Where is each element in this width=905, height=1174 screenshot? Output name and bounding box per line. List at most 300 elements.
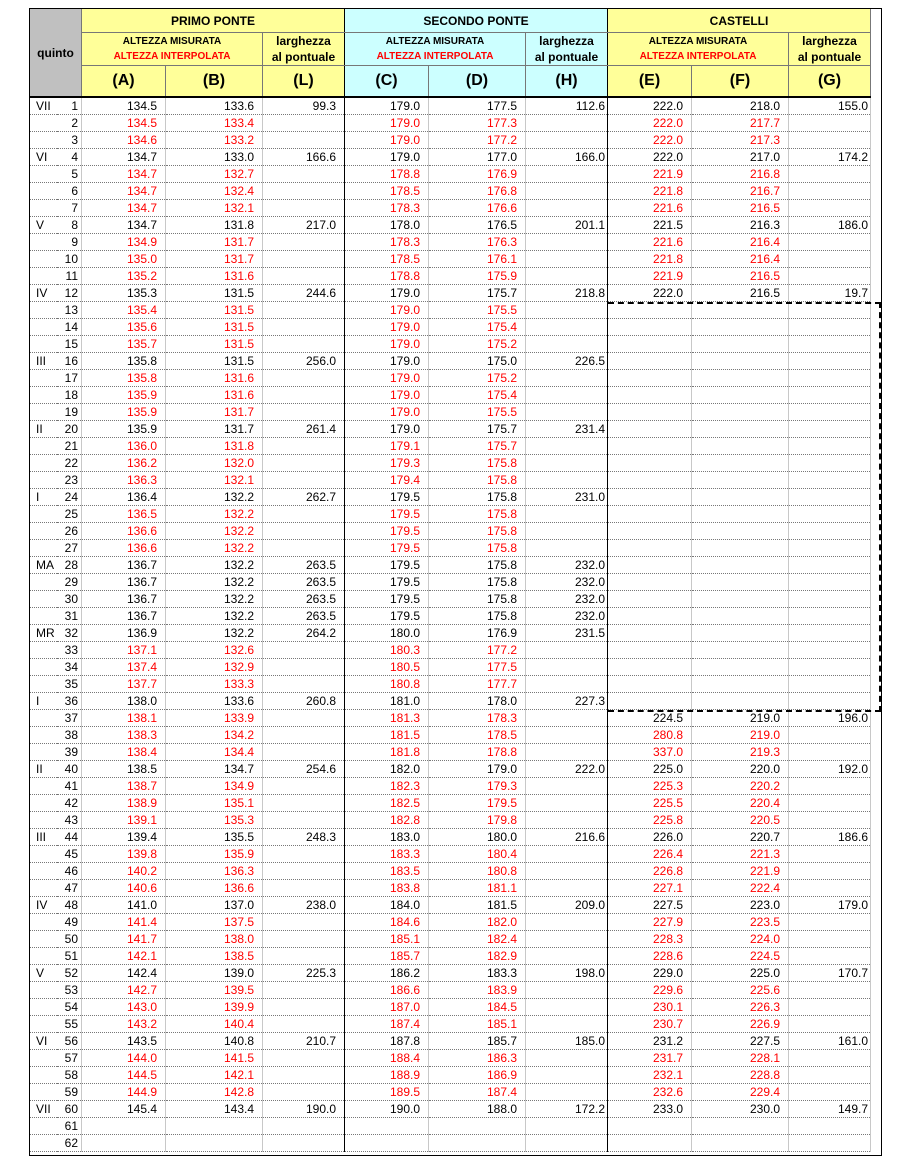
index-cell: 28 [57,557,82,574]
cell-f [692,574,789,591]
cell-f [692,421,789,438]
cell-f: 216.5 [692,268,789,285]
cell-a: 144.0 [82,1050,166,1067]
cell-b: 133.6 [166,97,263,115]
table-row [30,97,871,115]
cell-a: 138.3 [82,727,166,744]
cell-l: 225.3 [263,965,345,982]
cell-e: 232.1 [608,1067,692,1084]
cell-d: 177.5 [429,659,526,676]
index-cell: 60 [57,1101,82,1118]
cell-g [789,268,871,285]
cell-f [692,591,789,608]
cell-f: 216.8 [692,166,789,183]
cell-f: 216.4 [692,234,789,251]
cell-e: 222.0 [608,149,692,166]
cell-a: 134.7 [82,217,166,234]
cell-l: 166.6 [263,149,345,166]
quinto-cell [30,251,57,268]
cell-c [345,1135,429,1152]
cell-e: 230.1 [608,999,692,1016]
quinto-cell [30,166,57,183]
index-cell: 46 [57,863,82,880]
cell-g [789,387,871,404]
cell-l [263,1050,345,1067]
cell-d: 182.9 [429,948,526,965]
cell-e: 230.7 [608,1016,692,1033]
cell-b: 132.2 [166,625,263,642]
quinto-cell [30,319,57,336]
cell-c: 179.0 [345,421,429,438]
cell-l [263,251,345,268]
cell-b: 132.0 [166,455,263,472]
index-cell: 24 [57,489,82,506]
table-row [30,421,871,438]
cell-f [692,438,789,455]
quinto-cell: MA [30,557,57,574]
cell-g [789,183,871,200]
index-cell: 37 [57,710,82,727]
cell-g [789,863,871,880]
cell-f: 229.4 [692,1084,789,1101]
cell-a: 139.4 [82,829,166,846]
cell-d: 185.7 [429,1033,526,1050]
cell-c: 178.5 [345,251,429,268]
cell-b: 140.8 [166,1033,263,1050]
cell-c: 179.0 [345,132,429,149]
table-row [30,693,871,710]
pontuale-label: al pontuale [797,50,862,64]
cell-h: 218.8 [526,285,608,302]
cell-b: 142.8 [166,1084,263,1101]
cell-d: 182.0 [429,914,526,931]
cell-h: 172.2 [526,1101,608,1118]
cell-g [789,336,871,353]
cell-h [526,200,608,217]
cell-f [692,336,789,353]
cell-e: 231.7 [608,1050,692,1067]
quinto-cell [30,608,57,625]
group-header-primo-ponte: PRIMO PONTE [82,9,345,33]
cell-f: 219.0 [692,710,789,727]
quinto-cell [30,183,57,200]
cell-d: 175.2 [429,336,526,353]
column-header-g: (G) [789,66,871,98]
cell-d: 175.8 [429,557,526,574]
cell-e [608,336,692,353]
quinto-cell [30,812,57,829]
index-cell: 55 [57,1016,82,1033]
cell-c: 183.3 [345,846,429,863]
index-cell: 27 [57,540,82,557]
cell-d: 175.8 [429,591,526,608]
cell-e: 228.6 [608,948,692,965]
cell-d: 176.3 [429,234,526,251]
cell-h [526,132,608,149]
quinto-cell [30,115,57,132]
cell-d: 180.0 [429,829,526,846]
column-header-f: (F) [692,66,789,98]
index-cell: 6 [57,183,82,200]
cell-e [608,455,692,472]
cell-g [789,1135,871,1152]
cell-a: 144.9 [82,1084,166,1101]
quinto-cell [30,302,57,319]
cell-h [526,880,608,897]
cell-c: 179.0 [345,302,429,319]
cell-f: 216.5 [692,200,789,217]
cell-g [789,778,871,795]
quinto-cell [30,948,57,965]
cell-h [526,931,608,948]
index-cell: 1 [57,97,82,115]
cell-g [789,795,871,812]
cell-f: 224.5 [692,948,789,965]
cell-b: 131.5 [166,319,263,336]
cell-h: 231.0 [526,489,608,506]
cell-c: 190.0 [345,1101,429,1118]
cell-c: 178.8 [345,166,429,183]
cell-d: 177.5 [429,97,526,115]
cell-g: 170.7 [789,965,871,982]
cell-h [526,1135,608,1152]
cell-f: 220.4 [692,795,789,812]
quinto-cell [30,268,57,285]
cell-f: 223.5 [692,914,789,931]
cell-l [263,183,345,200]
cell-d: 179.8 [429,812,526,829]
cell-h [526,183,608,200]
index-cell: 45 [57,846,82,863]
cell-d: 177.3 [429,115,526,132]
cell-l: 264.2 [263,625,345,642]
cell-h [526,370,608,387]
table-row [30,268,871,285]
cell-g [789,608,871,625]
cell-c [345,1118,429,1135]
cell-f [692,642,789,659]
cell-e [608,302,692,319]
quinto-cell [30,1135,57,1152]
cell-c: 179.0 [345,336,429,353]
column-header-c: (C) [345,66,429,98]
table-row [30,523,871,540]
cell-l [263,234,345,251]
cell-d: 176.9 [429,625,526,642]
cell-d: 175.8 [429,608,526,625]
cell-d: 176.1 [429,251,526,268]
cell-e: 222.0 [608,285,692,302]
index-cell: 11 [57,268,82,285]
cell-e: 280.8 [608,727,692,744]
cell-c: 181.0 [345,693,429,710]
cell-f: 222.4 [692,880,789,897]
cell-h [526,948,608,965]
cell-c: 184.0 [345,897,429,914]
cell-f: 218.0 [692,97,789,115]
cell-c: 179.5 [345,557,429,574]
cell-l [263,676,345,693]
quinto-cell [30,642,57,659]
cell-c: 186.2 [345,965,429,982]
cell-f: 219.0 [692,727,789,744]
cell-f: 225.6 [692,982,789,999]
cell-h: 198.0 [526,965,608,982]
cell-a: 138.9 [82,795,166,812]
column-header-h: (H) [526,66,608,98]
cell-g [789,574,871,591]
quinto-cell: II [30,761,57,778]
cell-a: 134.6 [82,132,166,149]
cell-c: 178.8 [345,268,429,285]
index-cell: 40 [57,761,82,778]
cell-d: 179.5 [429,795,526,812]
cell-g [789,1118,871,1135]
index-cell: 38 [57,727,82,744]
cell-c: 179.5 [345,591,429,608]
cell-f [692,387,789,404]
cell-e [608,1118,692,1135]
cell-h [526,438,608,455]
cell-h [526,336,608,353]
cell-l [263,880,345,897]
index-cell: 31 [57,608,82,625]
cell-c: 179.1 [345,438,429,455]
table-row [30,727,871,744]
quinto-cell: VI [30,1033,57,1050]
cell-l [263,778,345,795]
cell-l [263,132,345,149]
cell-a: 138.7 [82,778,166,795]
cell-d: 182.4 [429,931,526,948]
cell-a: 140.2 [82,863,166,880]
cell-e: 221.9 [608,166,692,183]
cell-a: 136.6 [82,540,166,557]
cell-c: 179.5 [345,574,429,591]
quinto-cell [30,387,57,404]
cell-h [526,1067,608,1084]
cell-l [263,795,345,812]
cell-e: 233.0 [608,1101,692,1118]
cell-f: 220.2 [692,778,789,795]
cell-b: 131.6 [166,370,263,387]
table-row [30,642,871,659]
cell-e [608,421,692,438]
cell-l [263,166,345,183]
quinto-cell: VII [30,97,57,115]
cell-e [608,387,692,404]
cell-a: 143.2 [82,1016,166,1033]
quinto-cell [30,931,57,948]
cell-a: 135.9 [82,404,166,421]
cell-b: 131.7 [166,421,263,438]
cell-g [789,557,871,574]
cell-b: 132.1 [166,200,263,217]
index-cell: 57 [57,1050,82,1067]
cell-d: 178.3 [429,710,526,727]
cell-l [263,523,345,540]
cell-e: 221.8 [608,251,692,268]
cell-g [789,472,871,489]
cell-h [526,1050,608,1067]
cell-a: 135.8 [82,370,166,387]
cell-c: 178.3 [345,200,429,217]
cell-d: 184.5 [429,999,526,1016]
cell-a: 135.3 [82,285,166,302]
table-row [30,744,871,761]
table-row [30,506,871,523]
table-body [30,97,871,1152]
cell-e: 231.2 [608,1033,692,1050]
cell-c: 179.5 [345,540,429,557]
cell-d: 176.6 [429,200,526,217]
cell-c: 179.0 [345,149,429,166]
cell-a: 137.7 [82,676,166,693]
cell-b: 131.8 [166,438,263,455]
cell-d: 180.4 [429,846,526,863]
index-cell: 21 [57,438,82,455]
index-cell: 19 [57,404,82,421]
index-cell: 51 [57,948,82,965]
cell-d: 176.9 [429,166,526,183]
cell-b: 135.3 [166,812,263,829]
cell-a: 137.1 [82,642,166,659]
cell-b: 134.2 [166,727,263,744]
cell-h: 166.0 [526,149,608,166]
cell-b: 133.3 [166,676,263,693]
cell-b: 135.5 [166,829,263,846]
cell-h [526,523,608,540]
cell-d: 179.0 [429,761,526,778]
cell-e [608,438,692,455]
table-row [30,897,871,914]
cell-e: 225.8 [608,812,692,829]
cell-l: 210.7 [263,1033,345,1050]
table-row [30,540,871,557]
cell-g: 161.0 [789,1033,871,1050]
group-header-secondo-ponte: SECONDO PONTE [345,9,608,33]
cell-a: 136.0 [82,438,166,455]
cell-d: 175.8 [429,506,526,523]
cell-h: 232.0 [526,574,608,591]
cell-d: 177.2 [429,642,526,659]
quinto-cell [30,1016,57,1033]
cell-f [692,353,789,370]
quinto-cell: V [30,217,57,234]
cell-a: 136.7 [82,591,166,608]
cell-f [692,1118,789,1135]
cell-b [166,1118,263,1135]
cell-l [263,659,345,676]
cell-b: 143.4 [166,1101,263,1118]
cell-e: 229.0 [608,965,692,982]
cell-c: 181.3 [345,710,429,727]
cell-f: 228.1 [692,1050,789,1067]
column-header-l: (L) [263,66,345,98]
cell-e: 227.5 [608,897,692,914]
larghezza-label: larghezza [276,34,331,48]
cell-h [526,863,608,880]
quinto-cell [30,438,57,455]
cell-a: 136.3 [82,472,166,489]
cell-l [263,642,345,659]
cell-g [789,319,871,336]
cell-a: 134.5 [82,97,166,115]
cell-l [263,200,345,217]
cell-e [608,676,692,693]
cell-b: 132.2 [166,489,263,506]
cell-h: 232.0 [526,591,608,608]
table-row [30,200,871,217]
cell-a: 145.4 [82,1101,166,1118]
cell-h [526,778,608,795]
table-row [30,659,871,676]
cell-f [692,557,789,574]
cell-g [789,540,871,557]
index-cell: 12 [57,285,82,302]
cell-g [789,914,871,931]
quinto-cell [30,574,57,591]
table-row [30,829,871,846]
cell-l [263,710,345,727]
cell-l: 263.5 [263,557,345,574]
cell-l [263,302,345,319]
cell-e: 225.3 [608,778,692,795]
cell-a: 134.7 [82,166,166,183]
cell-h [526,846,608,863]
quinto-cell: I [30,489,57,506]
cell-l [263,319,345,336]
cell-h [526,506,608,523]
table-row [30,761,871,778]
index-cell: 53 [57,982,82,999]
cell-f: 226.3 [692,999,789,1016]
table-row [30,965,871,982]
group-header-castelli: CASTELLI [608,9,871,33]
cell-g [789,812,871,829]
index-cell: 30 [57,591,82,608]
index-cell: 44 [57,829,82,846]
cell-e [608,472,692,489]
cell-d: 178.5 [429,727,526,744]
cell-l [263,404,345,421]
cell-g [789,948,871,965]
quinto-cell [30,795,57,812]
cell-c: 187.8 [345,1033,429,1050]
table-row [30,608,871,625]
cell-e [608,557,692,574]
larghezza-label: larghezza [802,34,857,48]
index-cell: 48 [57,897,82,914]
cell-b: 135.9 [166,846,263,863]
cell-g: 186.6 [789,829,871,846]
table-row [30,404,871,421]
quinto-cell [30,591,57,608]
cell-a: 134.5 [82,115,166,132]
cell-f [692,455,789,472]
quinto-cell [30,778,57,795]
cell-a: 138.0 [82,693,166,710]
quinto-cell [30,880,57,897]
cell-b: 131.5 [166,302,263,319]
table-row [30,115,871,132]
cell-e [608,489,692,506]
cell-g [789,455,871,472]
table-row [30,234,871,251]
cell-l [263,387,345,404]
cell-c: 179.0 [345,97,429,115]
table-row [30,591,871,608]
